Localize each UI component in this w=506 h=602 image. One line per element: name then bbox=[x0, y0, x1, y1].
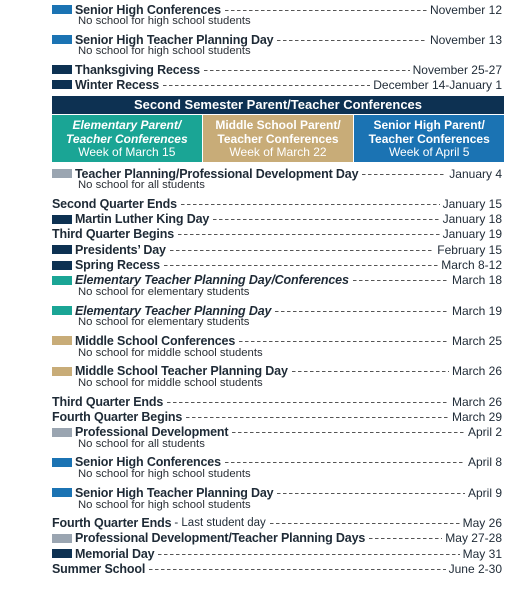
entry-name: Presidents’ Day bbox=[75, 242, 166, 257]
calendar-entry bbox=[52, 227, 502, 242]
entry-name: Fourth Quarter Ends bbox=[52, 516, 172, 530]
second-semester-banner: Second Semester Parent/Teacher Conferences bbox=[52, 96, 504, 114]
entry-note: No school for high school students bbox=[78, 498, 251, 511]
category-swatch bbox=[52, 428, 72, 437]
calendar-entry bbox=[52, 409, 502, 424]
category-swatch bbox=[52, 367, 72, 376]
entry-note: No school for all students bbox=[78, 437, 205, 450]
dotted-leader bbox=[225, 462, 465, 463]
dotted-leader bbox=[158, 554, 459, 555]
entry-date: March 19 bbox=[451, 303, 502, 318]
calendar-entry bbox=[52, 242, 502, 257]
dotted-leader bbox=[277, 40, 426, 41]
entry-name: Professional Development bbox=[75, 425, 229, 440]
category-swatch bbox=[52, 336, 72, 345]
entry-name: Martin Luther King Day bbox=[75, 212, 210, 227]
dotted-leader bbox=[149, 569, 445, 570]
category-swatch bbox=[52, 169, 72, 178]
calendar-entry bbox=[52, 531, 502, 546]
category-swatch bbox=[52, 458, 72, 467]
entry-name: Senior High Conferences bbox=[75, 455, 221, 470]
category-swatch bbox=[52, 35, 72, 44]
box-line2: Teacher Conferences bbox=[66, 131, 188, 146]
entry-note: No school for elementary students bbox=[78, 316, 250, 329]
dotted-leader bbox=[277, 493, 465, 494]
calendar-entry bbox=[52, 394, 502, 409]
entry-date: April 9 bbox=[467, 485, 502, 500]
entry-name: Second Quarter Ends bbox=[52, 196, 177, 211]
entry-note: No school for high school students bbox=[78, 15, 251, 28]
entry-date: May 31 bbox=[462, 546, 502, 561]
dotted-leader bbox=[292, 371, 449, 372]
category-swatch bbox=[52, 245, 72, 254]
entry-name: Third Quarter Begins bbox=[52, 227, 175, 242]
entry-date: May 26 bbox=[462, 516, 502, 530]
dotted-leader bbox=[225, 10, 427, 11]
entry-date: March 29 bbox=[451, 409, 502, 424]
entry-note: No school for high school students bbox=[78, 468, 251, 481]
calendar-entry bbox=[52, 516, 502, 531]
entry-name: Senior High Teacher Planning Day bbox=[75, 32, 274, 47]
calendar-entry bbox=[52, 62, 502, 77]
dotted-leader bbox=[369, 538, 442, 539]
entry-name: Professional Development/Teacher Planning Days bbox=[75, 531, 366, 546]
dotted-leader bbox=[204, 70, 410, 71]
middle-school-conference-box bbox=[203, 115, 354, 162]
category-swatch bbox=[52, 488, 72, 497]
entry-note: No school for high school students bbox=[78, 45, 251, 58]
senior-high-conference-box bbox=[354, 115, 504, 162]
entry-note: No school for all students bbox=[78, 179, 205, 192]
box-line1: Middle School Parent/ bbox=[215, 118, 341, 132]
entry-name: Fourth Quarter Begins bbox=[52, 409, 183, 424]
dotted-leader bbox=[170, 250, 434, 251]
dotted-leader bbox=[186, 417, 449, 418]
category-swatch bbox=[52, 276, 72, 285]
calendar-entry bbox=[52, 258, 502, 273]
entry-note: No school for middle school students bbox=[78, 377, 263, 389]
dotted-leader bbox=[213, 219, 439, 220]
entry-date: June 2-30 bbox=[448, 561, 502, 576]
category-swatch bbox=[52, 65, 72, 74]
entry-name: Elementary Teacher Planning Day/Conferences bbox=[75, 273, 349, 288]
entry-name: Memorial Day bbox=[75, 546, 155, 561]
entry-date: November 12 bbox=[429, 2, 502, 17]
dotted-leader bbox=[362, 174, 446, 175]
entry-name: Summer School bbox=[52, 561, 146, 576]
box-week: Week of March 22 bbox=[229, 145, 327, 159]
entry-name: Winter Recess bbox=[75, 77, 160, 92]
entry-date: December 14-January 1 bbox=[373, 77, 502, 92]
dotted-leader bbox=[181, 204, 440, 205]
box-line2: Teacher Conferences bbox=[368, 131, 490, 146]
entry-name: Teacher Planning/Professional Development Day bbox=[75, 166, 359, 181]
entry-name: Senior High Teacher Planning Day bbox=[75, 485, 274, 500]
entry-name: Spring Recess bbox=[75, 258, 160, 272]
entry-date: May 27-28 bbox=[445, 531, 502, 546]
dotted-leader bbox=[275, 311, 449, 312]
category-swatch bbox=[52, 549, 72, 558]
dotted-leader bbox=[232, 432, 465, 433]
dotted-leader bbox=[164, 265, 438, 266]
entry-date: January 4 bbox=[449, 166, 502, 181]
dotted-leader bbox=[353, 280, 449, 281]
conference-boxes bbox=[52, 115, 504, 162]
entry-date: November 25-27 bbox=[412, 62, 502, 77]
entry-date: March 25 bbox=[451, 333, 502, 348]
entry-name: Middle School Teacher Planning Day bbox=[75, 364, 288, 379]
entry-date: March 26 bbox=[451, 364, 502, 379]
calendar-entry bbox=[52, 212, 502, 227]
entry-date: March 26 bbox=[451, 394, 502, 409]
entry-suffix: - Last student day bbox=[174, 517, 266, 529]
entry-date: March 18 bbox=[451, 273, 502, 288]
entry-note: No school for middle school students bbox=[78, 346, 263, 359]
dotted-leader bbox=[167, 402, 449, 403]
dotted-leader bbox=[239, 341, 449, 342]
entry-name: Thanksgiving Recess bbox=[75, 62, 200, 77]
entry-date: January 18 bbox=[442, 212, 502, 227]
entry-date: April 2 bbox=[467, 425, 502, 440]
entry-date: January 19 bbox=[442, 227, 502, 242]
entry-date: January 15 bbox=[442, 196, 502, 211]
box-line1: Senior High Parent/ bbox=[373, 118, 485, 132]
box-week: Week of March 15 bbox=[78, 145, 176, 159]
category-swatch bbox=[52, 215, 72, 224]
calendar-entry bbox=[52, 561, 502, 576]
entry-date: February 15 bbox=[437, 242, 502, 257]
entry-note: No school for elementary students bbox=[78, 286, 250, 299]
dotted-leader bbox=[178, 234, 440, 235]
entry-date: March 8-12 bbox=[441, 258, 502, 272]
calendar-entry bbox=[52, 77, 502, 92]
entry-date: November 13 bbox=[429, 32, 502, 47]
category-swatch bbox=[52, 261, 72, 270]
box-line2: Teacher Conferences bbox=[217, 131, 339, 146]
category-swatch bbox=[52, 534, 72, 543]
elementary-conference-box bbox=[52, 115, 202, 162]
box-week: Week of April 5 bbox=[388, 145, 470, 159]
box-line1: Elementary Parent/ bbox=[72, 118, 182, 132]
entry-name: Middle School Conferences bbox=[75, 333, 236, 348]
entry-name: Senior High Conferences bbox=[75, 2, 221, 17]
category-swatch bbox=[52, 306, 72, 315]
entry-name: Third Quarter Ends bbox=[52, 394, 164, 409]
calendar-entry bbox=[52, 546, 502, 561]
dotted-leader bbox=[163, 85, 370, 86]
category-swatch bbox=[52, 80, 72, 89]
dotted-leader bbox=[270, 523, 460, 524]
category-swatch bbox=[52, 5, 72, 14]
entry-date: April 8 bbox=[467, 455, 502, 470]
calendar-entry bbox=[52, 196, 502, 211]
entry-name: Elementary Teacher Planning Day bbox=[75, 303, 272, 318]
